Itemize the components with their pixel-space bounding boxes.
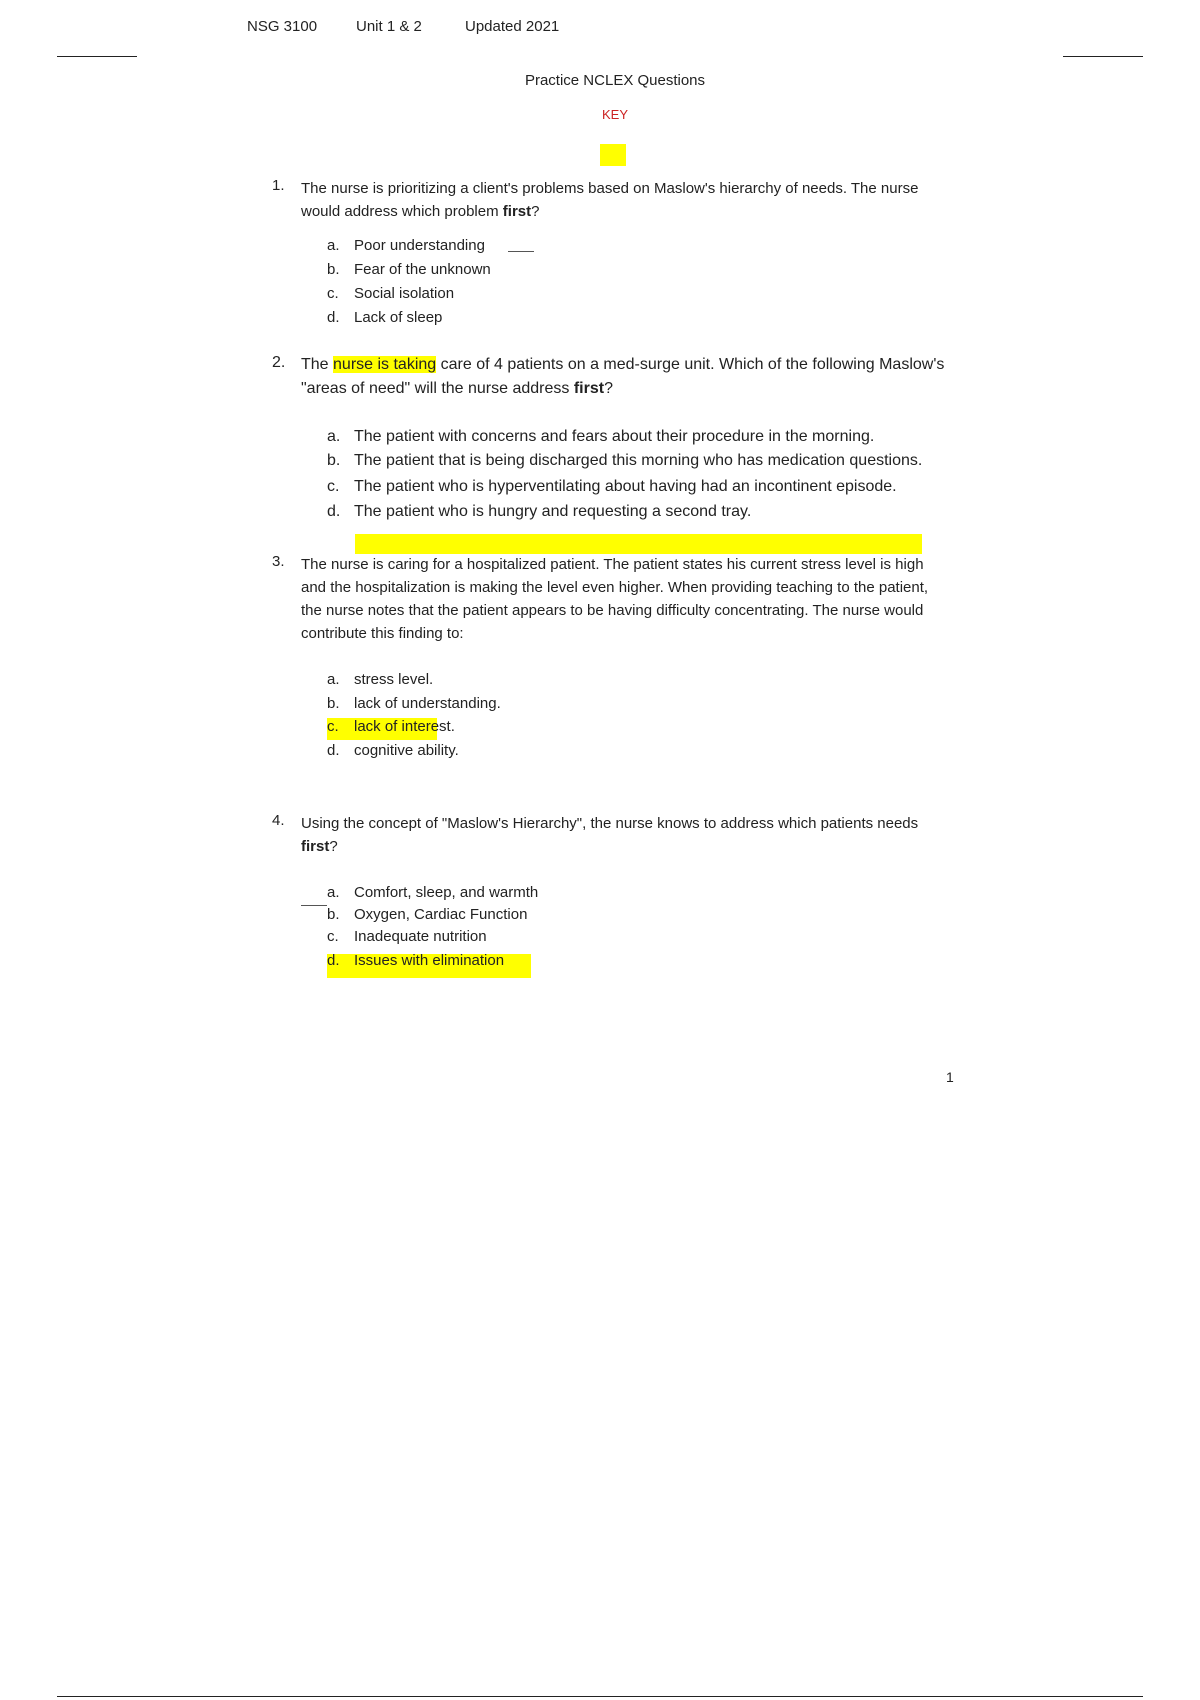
highlight-mark [600, 144, 626, 166]
header-rule-left [57, 56, 137, 57]
footer-rule [57, 1696, 1143, 1697]
highlight-bar [355, 534, 922, 554]
header-updated: Updated 2021 [465, 18, 560, 35]
question-2-highlight: nurse is taking [333, 356, 437, 373]
question-2-number: 2. [272, 354, 286, 371]
header-course: NSG 3100 [247, 18, 318, 35]
header-unit: Unit 1 & 2 [356, 18, 422, 35]
question-1-emphasis: first [502, 203, 532, 220]
page-number: 1 [946, 1069, 954, 1085]
question-4-emphasis: first [301, 838, 330, 855]
question-1-text: The nurse is prioritizing a client's problems based on Maslow's hierarchy of needs. The nurse would address which problem first? [301, 180, 919, 220]
key-label: KEY [601, 107, 628, 122]
document-page: NSG 3100 Unit 1 & 2 Updated 2021 Practice NCLEX Questions KEY 1. The nurse is prioritizing a client's problems based on Maslow's hierarchy of needs. The nurse would address which problem first? a. Poor understanding b. Fear of the unknown c. Social isolation d. Lack of sleep 2. The nurse is taking care of 4 patients on a med-surge unit. Which of the following Maslow's "areas of need" will the nurse address first? a. The patient with concerns and fears about their procedure in the morning. b. The patient that is being discharged this morning who has medication questions. c. The patient who is hyperventilating about having had an incontinent episode. d. The patient who is hungry and requesting a second tray. 3. The nurse is caring for a hospitalized patient. The patient states his current stress level is high and the hospitalization is making the level even higher. When providing teaching to the patient, the nurse notes that the patient appears to be having difficulty concentrating. The nurse would contribute this finding to: a. stress level. b. lack of understanding. c. lack of interest. d. cognitive ability. 4. Using the concept of "Maslow's Hierarchy", the nurse knows to address which patients needs first? a. Comfort, sleep, and warmth b. Oxygen, Cardiac Function c. Inadequate nutrition d. Issues with elimination 1 [0, 0, 1200, 1700]
blank-line [508, 251, 534, 252]
question-2-emphasis: first [573, 380, 605, 397]
question-3-number: 3. [272, 553, 285, 570]
question-1-number: 1. [272, 177, 285, 194]
question-2-text: The nurse is taking care of 4 patients on a med-surge unit. Which of the following Maslow's "areas of need" will the nurse address first? [301, 356, 945, 397]
question-4-number: 4. [272, 812, 285, 829]
blank-line [301, 905, 327, 906]
question-4-text: Using the concept of "Maslow's Hierarchy", the nurse knows to address which patients needs first? [301, 815, 919, 855]
question-3-text: The nurse is caring for a hospitalized patient. The patient states his current stress level is high and the hospitalization is making the level even higher. When providing teaching to the patient, the nurse notes that the patient appears to be having difficulty concentrating. The nurse would contribute this finding to: [301, 556, 929, 642]
page-title: Practice NCLEX Questions [524, 72, 706, 89]
header-rule-right [1063, 56, 1143, 57]
